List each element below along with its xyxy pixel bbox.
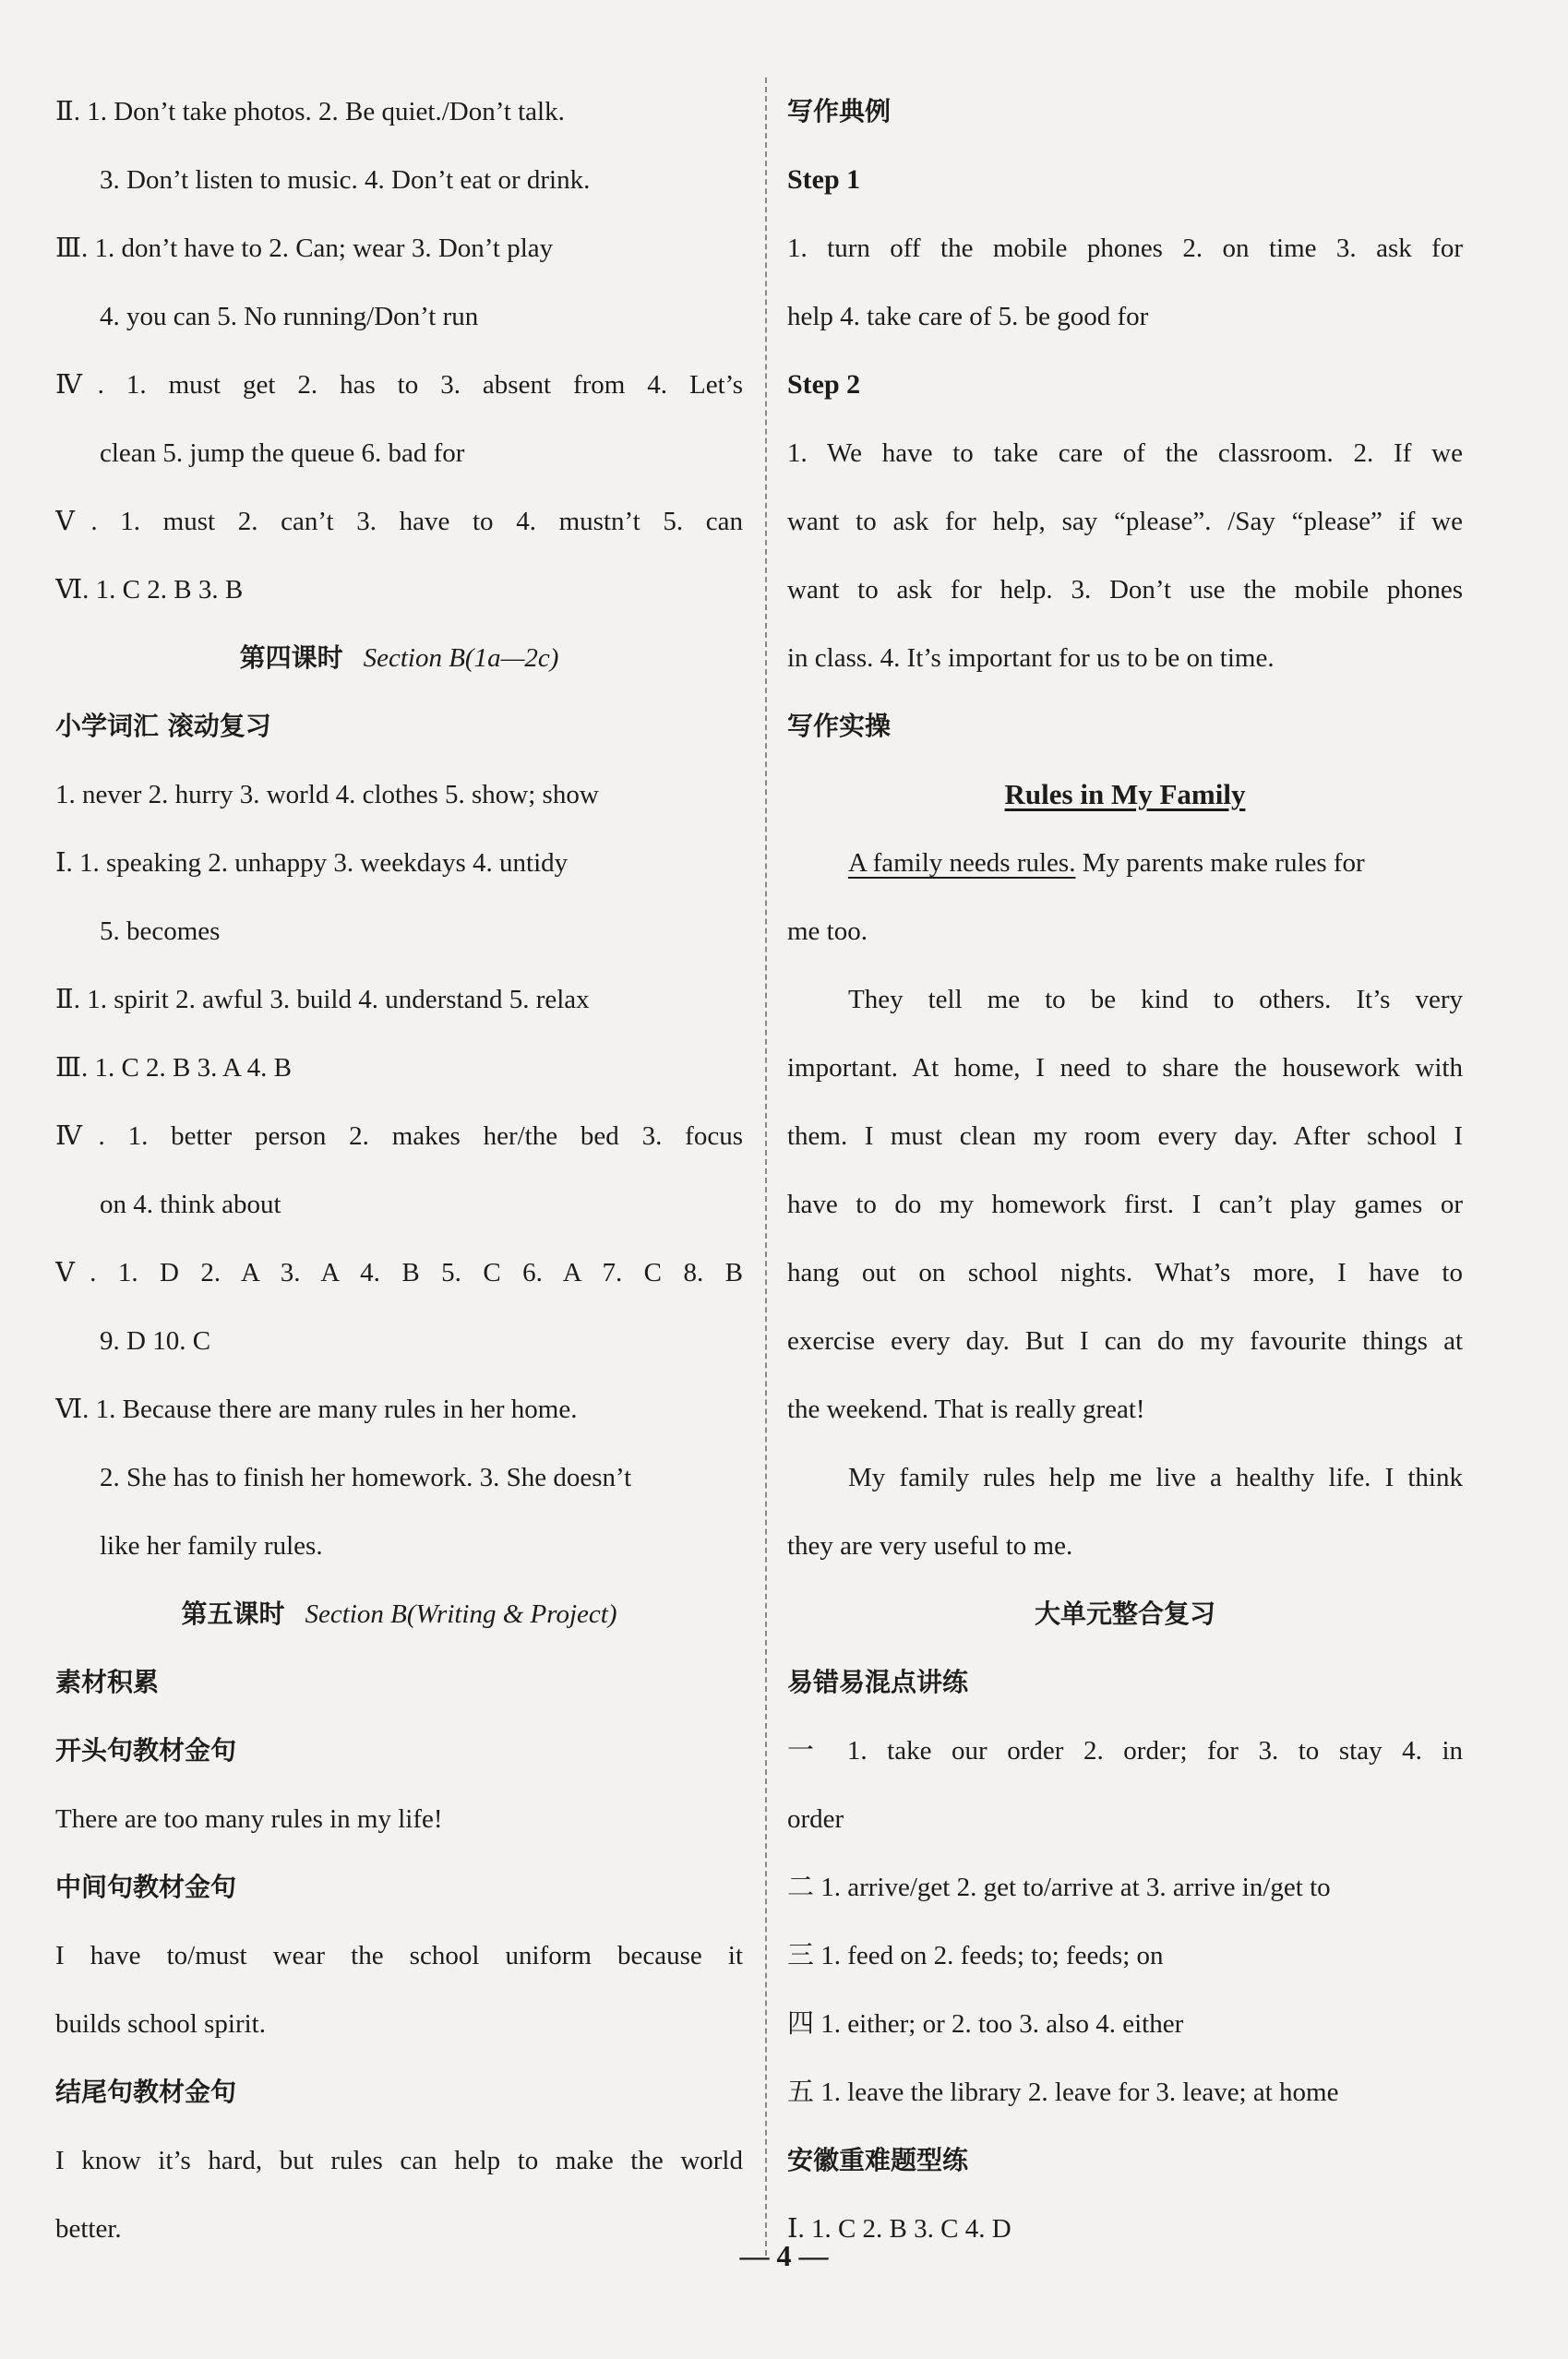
answer-line: Ⅱ. 1. Don’t take photos. 2. Be quiet./Don’t talk.: [55, 97, 565, 126]
answer-line: on 4. think about: [100, 1190, 281, 1219]
answer-line: want to ask for help. 3. Don’t use the mobile phones: [787, 575, 1463, 605]
answer-line: 二 1. arrive/get 2. get to/arrive at 3. arrive in/get to: [787, 1873, 1331, 1902]
answer-line: 五 1. leave the library 2. leave for 3. leave; at home: [787, 2078, 1339, 2107]
answer-line: Ⅵ. 1. Because there are many rules in her home.: [55, 1395, 578, 1424]
lesson-label: 第四课时: [239, 642, 343, 673]
essay-line: exercise every day. But I can do my favourite things at: [787, 1326, 1463, 1356]
essay-line: the weekend. That is really great!: [787, 1395, 1145, 1424]
answer-line: 9. D 10. C: [100, 1326, 211, 1356]
essay-line: [787, 829, 1463, 897]
subsection-title: 结尾句教材金句: [55, 2077, 237, 2107]
subsection-title: 安徽重难题型练: [787, 2145, 969, 2175]
essay-line: hang out on school nights. What’s more, I have to: [787, 1258, 1463, 1287]
essay-line: My family rules help me live a healthy life. I think: [848, 1463, 1463, 1492]
column-divider: [765, 78, 767, 2256]
answer-line: in class. 4. It’s important for us to be on time.: [787, 643, 1275, 673]
example-sentence: There are too many rules in my life!: [55, 1804, 443, 1834]
answer-line: Ⅲ. 1. C 2. B 3. A 4. B: [55, 1053, 292, 1083]
essay-line: they are very useful to me.: [787, 1531, 1073, 1561]
answer-line: order: [787, 1804, 844, 1834]
section-label: Section B(Writing & Project): [305, 1599, 617, 1629]
answer-line: 2. She has to finish her homework. 3. She doesn’t: [100, 1463, 632, 1492]
unit-review-title: 大单元整合复习: [1034, 1599, 1215, 1629]
essay-text: My parents make rules for: [1075, 848, 1365, 878]
essay-title: Rules in My Family: [1004, 778, 1246, 810]
answer-line: clean 5. jump the queue 6. bad for: [100, 438, 465, 468]
answer-line: 三 1. feed on 2. feeds; to; feeds; on: [787, 1941, 1164, 1970]
section-label: Section B(1a—2c): [363, 643, 559, 673]
subsection-title: 素材积累: [55, 1667, 160, 1697]
page-number: — 4 —: [739, 2239, 829, 2272]
section-heading-lesson4: [55, 624, 743, 692]
answer-line: 4. you can 5. No running/Don’t run: [100, 302, 479, 331]
answer-line: help 4. take care of 5. be good for: [787, 302, 1149, 331]
essay-line: have to do my homework first. I can’t play games or: [787, 1190, 1463, 1219]
answer-line: Ⅰ. 1. C 2. B 3. C 4. D: [787, 2214, 1011, 2244]
answer-line: 四 1. either; or 2. too 3. also 4. either: [787, 2009, 1184, 2039]
right-column: [787, 78, 1463, 2263]
step-label: Step 1: [787, 164, 861, 195]
answer-line: 一 1. take our order 2. order; for 3. to stay 4. in: [787, 1736, 1463, 1766]
answer-line: 1. turn off the mobile phones 2. on time 3. ask for: [787, 234, 1463, 263]
left-column: [55, 78, 743, 2263]
example-sentence: I know it’s hard, but rules can help to make the world: [55, 2146, 743, 2175]
answer-line: like her family rules.: [100, 1531, 323, 1561]
answer-line: Ⅱ. 1. spirit 2. awful 3. build 4. understand 5. relax: [55, 985, 590, 1014]
example-sentence: builds school spirit.: [55, 2009, 266, 2039]
essay-line: me too.: [787, 916, 868, 946]
answer-line: Ⅴ. 1. must 2. can’t 3. have to 4. mustn’t 5. can: [55, 507, 743, 536]
answer-line: Ⅰ. 1. speaking 2. unhappy 3. weekdays 4. untidy: [55, 848, 569, 878]
step-label: Step 2: [787, 369, 861, 400]
essay-line: them. I must clean my room every day. After school I: [787, 1121, 1463, 1151]
answer-line: 3. Don’t listen to music. 4. Don’t eat or drink.: [100, 165, 591, 195]
answer-line: Ⅳ. 1. better person 2. makes her/the bed 3. focus: [55, 1121, 743, 1151]
essay-line: They tell me to be kind to others. It’s very: [848, 985, 1463, 1014]
subsection-title: 开头句教材金句: [55, 1735, 237, 1766]
answer-line: Ⅳ. 1. must get 2. has to 3. absent from 4. Let’s: [55, 370, 743, 400]
answer-line: Ⅴ. 1. D 2. A 3. A 4. B 5. C 6. A 7. C 8. B: [55, 1258, 743, 1287]
answer-line: Ⅵ. 1. C 2. B 3. B: [55, 575, 244, 605]
example-sentence: I have to/must wear the school uniform because it: [55, 1941, 743, 1970]
answer-line: 5. becomes: [100, 916, 221, 946]
subsection-title: 小学词汇 滚动复习: [55, 711, 271, 741]
subsection-title: 写作实操: [787, 711, 892, 741]
essay-title-line: [787, 760, 1463, 829]
example-sentence: better.: [55, 2214, 122, 2244]
subsection-title: 写作典例: [787, 96, 892, 126]
topic-sentence: A family needs rules.: [848, 848, 1076, 878]
subsection-title: 易错易混点讲练: [787, 1667, 969, 1697]
lesson-label: 第五课时: [181, 1599, 285, 1629]
section-heading-lesson5: [55, 1580, 743, 1648]
answer-line: 1. never 2. hurry 3. world 4. clothes 5. show; show: [55, 780, 599, 809]
subsection-title: 中间句教材金句: [55, 1872, 237, 1902]
answer-line: 1. We have to take care of the classroom. 2. If we: [787, 438, 1463, 468]
essay-line: important. At home, I need to share the housework with: [787, 1053, 1463, 1083]
answer-line: Ⅲ. 1. don’t have to 2. Can; wear 3. Don’t play: [55, 234, 554, 263]
answer-line: want to ask for help, say “please”. /Say “please” if we: [787, 507, 1463, 536]
